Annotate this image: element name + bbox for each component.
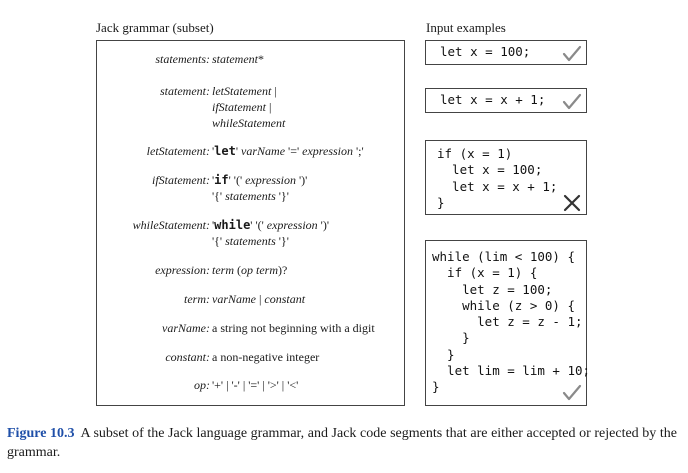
nonterminal-token: statement [212,52,258,66]
rule-body [212,262,287,278]
symbol-token: '+' | '-' | '=' | '>' | '<' [212,378,299,392]
symbol-token: '}' [275,189,289,203]
rule-body [212,143,364,159]
symbol-token: ' [212,173,215,187]
nonterminal-token: statements [225,234,276,248]
rule-body [212,172,307,204]
rule-name: expression [155,263,206,277]
rule-line [212,188,307,204]
rule-line [212,291,305,307]
example-code: if (x = 1) let x = 100; let x = x + 1; } [437,146,558,210]
cross-icon [563,194,581,212]
rule-name: letStatement [146,144,206,158]
nonterminal-token: ifStatement [212,100,266,114]
symbol-token: '{' [212,189,226,203]
rule-line [212,217,329,233]
figure-number: Figure 10.3 [7,426,75,441]
rule-line [212,115,285,131]
rule-body [212,349,319,365]
symbol-token: | [271,84,277,98]
nonterminal-token: expression [245,173,296,187]
rule-name: term [184,292,206,306]
rule-name: op [194,378,206,392]
rule-line [212,349,319,365]
check-icon [562,45,582,63]
symbol-token: | [256,292,265,306]
rule-line [212,51,264,67]
rule-line [212,377,298,393]
rule-name: ifStatement [152,173,206,187]
example-code: let x = 100; [440,44,531,59]
example-box-2 [425,88,587,113]
nonterminal-token: statements [225,189,276,203]
keyword-token: let [214,144,236,158]
symbol-token: * [258,52,264,66]
rule-line [212,172,307,188]
rule-body [212,320,375,336]
rule-body [212,291,305,307]
nonterminal-token: op term [241,263,278,277]
symbol-token: ' [212,218,215,232]
keyword-token: if [214,173,229,187]
nonterminal-token: letStatement [212,84,272,98]
rule-line [212,83,285,99]
example-box-1 [425,40,587,65]
rule-line [212,233,329,249]
symbol-token: ' [212,144,215,158]
rule-name: statement [160,84,206,98]
nonterminal-token: whileStatement [212,116,286,130]
symbol-token: ')' [317,218,329,232]
symbol-token: ( [234,263,241,277]
rule-body [212,51,264,67]
nonterminal-token: varName [241,144,286,158]
rule-name: varName [162,321,206,335]
symbol-token: ' '(' [228,173,246,187]
example-box-3 [425,140,587,215]
rule-line [212,99,285,115]
symbol-token: '{' [212,234,226,248]
rule-body [212,217,329,249]
example-box-4 [425,240,591,406]
nonterminal-token: expression [302,144,354,158]
nonterminal-token: varName [212,292,256,306]
keyword-token: while [214,218,251,232]
grammar-box: statements: statement* statement: letStatement | ifStatement | whileStatement letStatement: 'let' varName '=' expression ';' ifStatement: 'if' '(' expression ')' '{' statements '}' whileStatement: 'while' '(' expression ')' '{' statements '}' expression: term (op term)? term: varName | constant varName: a string not beginning with a digit constant: a non-negative integer op: '+' | '-' | '=' | '>' | '<' [96,40,405,406]
rule-line [212,262,287,278]
symbol-token: '=' [285,144,303,158]
symbol-token: a string not beginning with a digit [212,321,375,335]
nonterminal-token: expression [266,218,318,232]
rule-name: statements [155,52,206,66]
check-icon [562,384,582,402]
symbol-token: '}' [275,234,289,248]
rule-line [212,143,364,159]
example-code: while (lim < 100) { if (x = 1) { let z = 100; while (z > 0) { let z = z - 1; } } let lim = lim + 10; } [432,249,591,395]
symbol-token: ')' [296,173,308,187]
grammar-title: Jack grammar (subset) [96,20,214,35]
symbol-token: ' '(' [250,218,267,232]
symbol-token: a non-negative integer [212,350,320,364]
check-icon [562,93,582,111]
figure-caption [7,424,677,462]
examples-title: Input examples [426,20,506,35]
rule-line [212,320,375,336]
symbol-token: ';' [353,144,364,158]
nonterminal-token: term [212,263,234,277]
rule-name: constant [165,350,206,364]
example-code: let x = x + 1; [440,92,546,107]
rule-body [212,377,298,393]
symbol-token: ' [235,144,242,158]
nonterminal-token: constant [264,292,306,306]
caption-text: A subset of the Jack language grammar, and Jack code segments that are either accepted or rejected by the grammar. [7,426,678,460]
rule-body [212,83,285,131]
symbol-token: )? [278,263,288,277]
symbol-token: | [266,100,272,114]
rule-name: whileStatement [132,218,206,232]
